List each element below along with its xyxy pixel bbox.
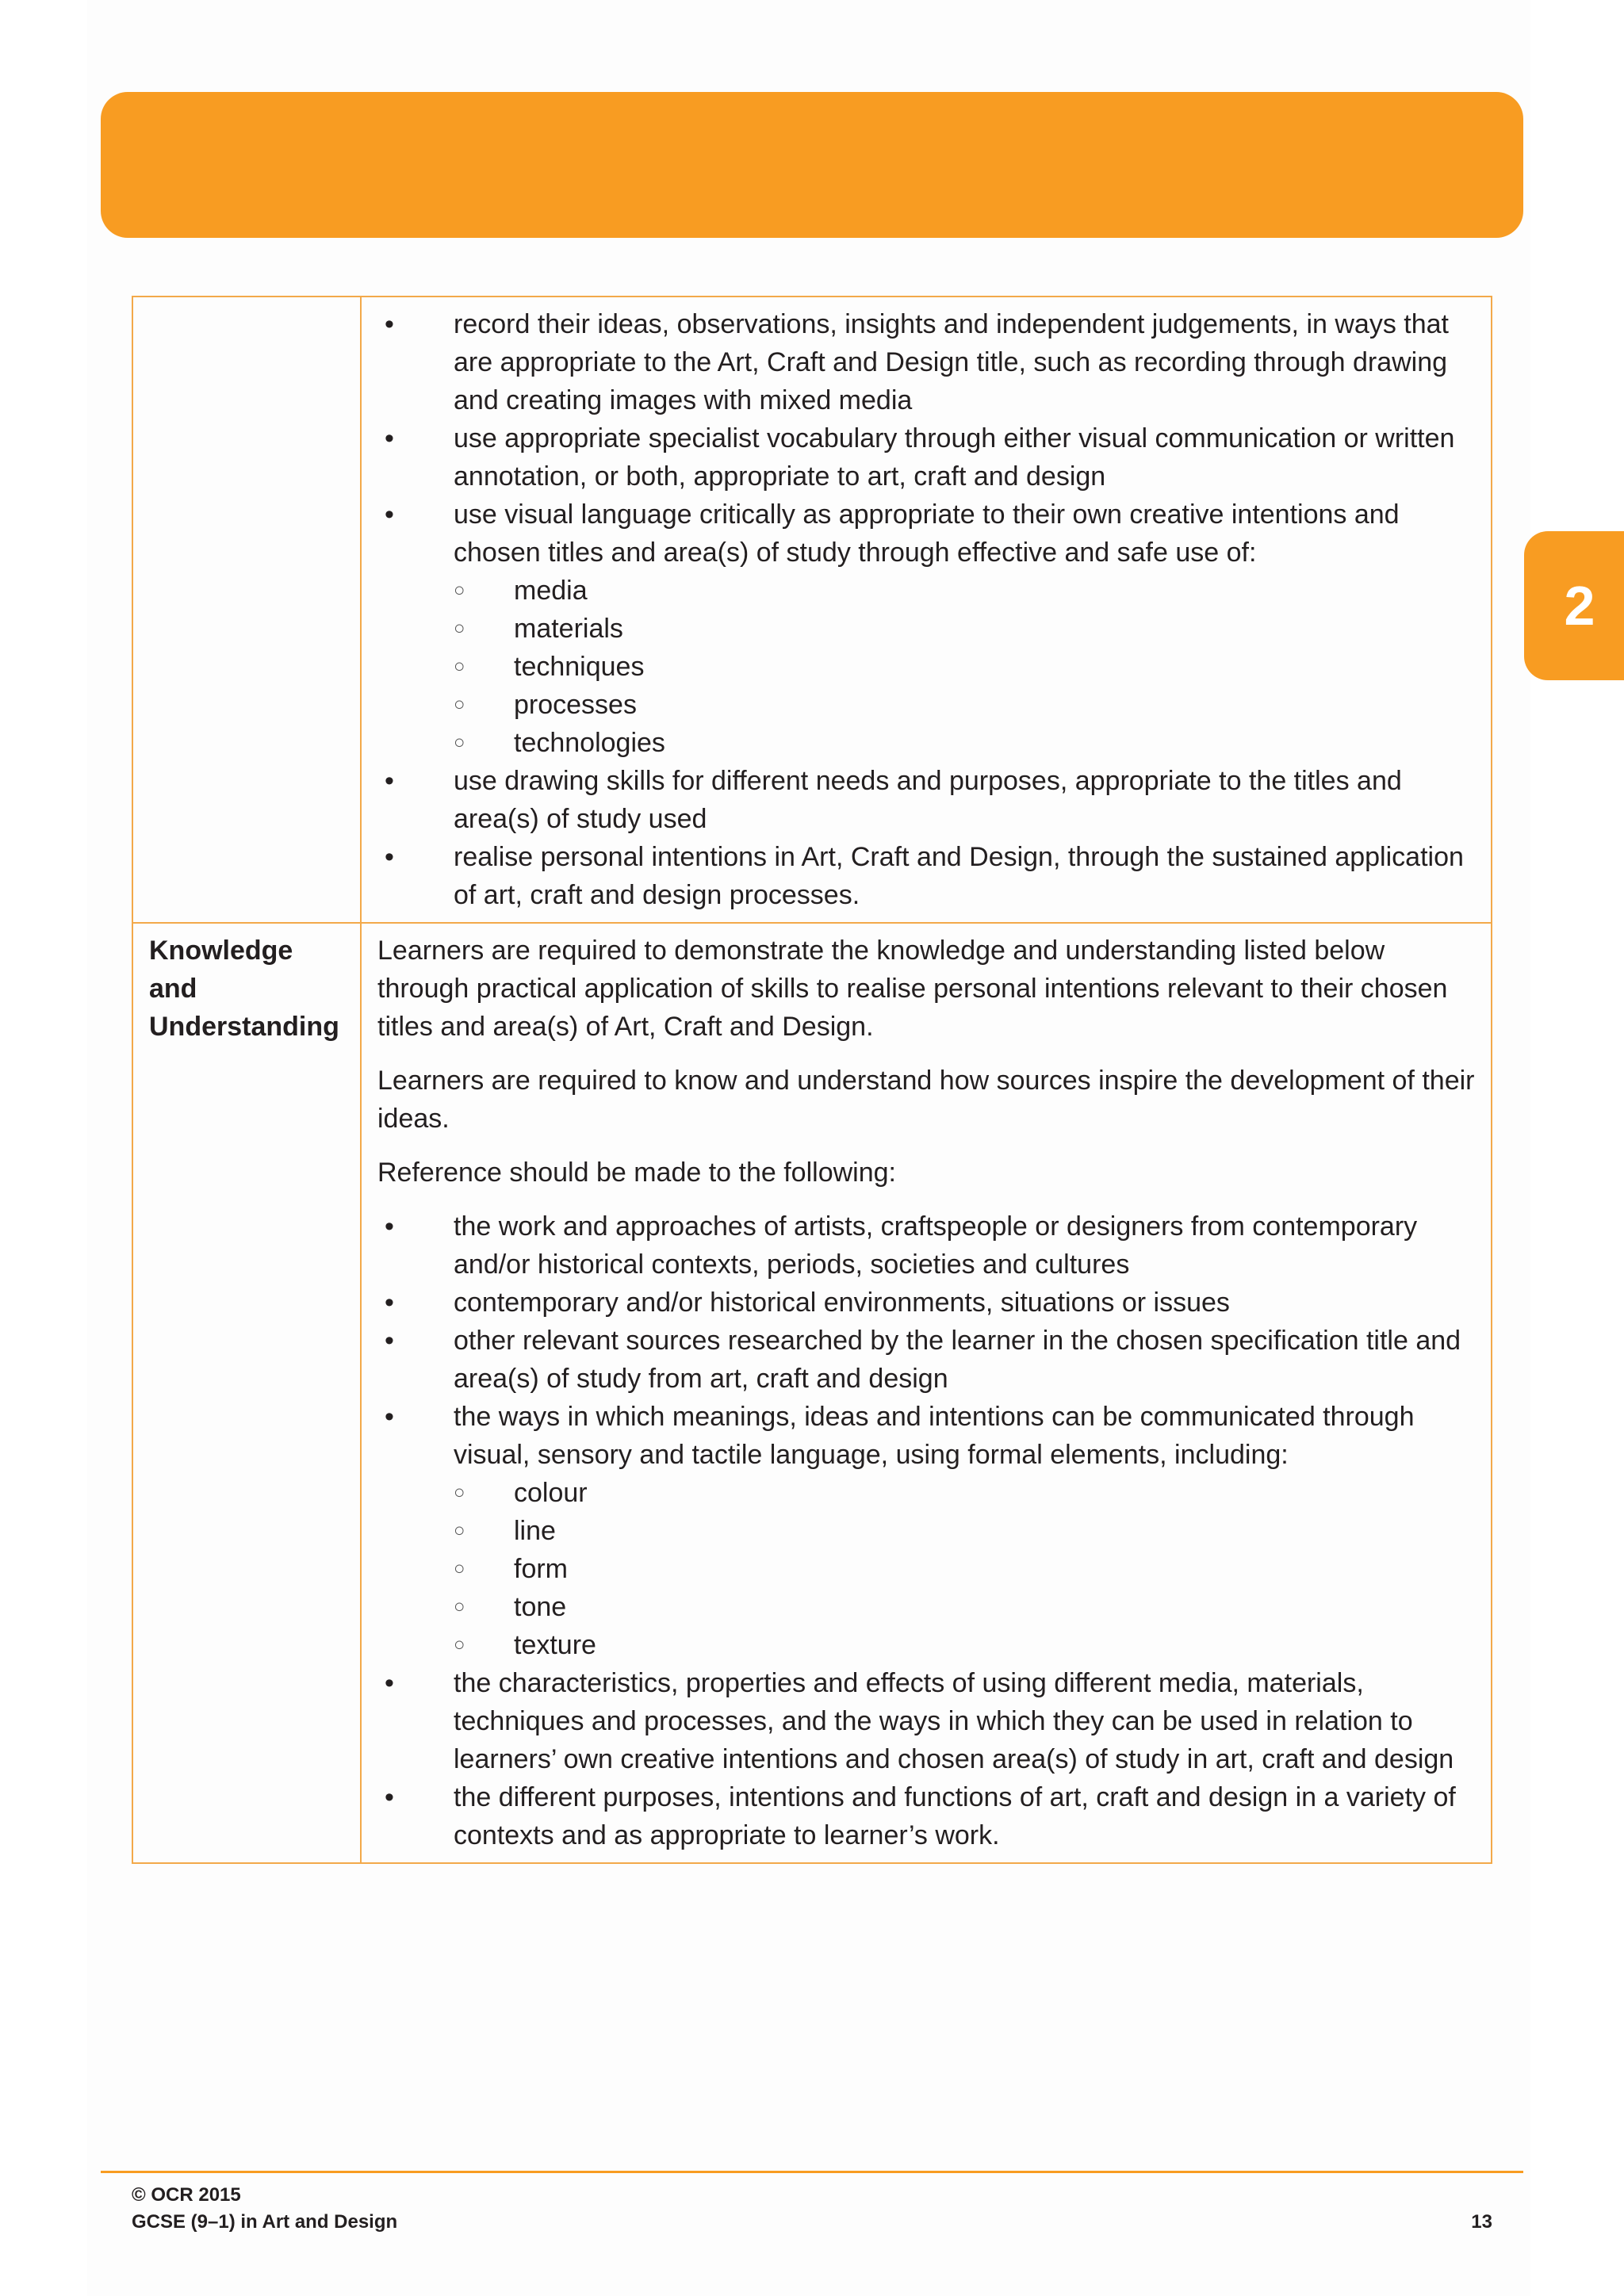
section-tab: 2 bbox=[1524, 531, 1624, 680]
bullet-item: • use appropriate specialist vocabulary through either visual communication or written annotation, or both, appropriate to art, craft and design bbox=[377, 419, 1477, 496]
sub-item: ○ techniques bbox=[454, 648, 1477, 686]
row-label-cell bbox=[132, 923, 361, 1863]
footer-copyright: © OCR 2015 bbox=[132, 2184, 241, 2206]
footer-title: GCSE (9–1) in Art and Design bbox=[132, 2211, 398, 2233]
specification-table bbox=[132, 296, 1492, 1864]
row-content-cell bbox=[361, 297, 1492, 923]
bullet-item: • the work and approaches of artists, craftspeople or designers from contemporary and/or historical contexts, periods, societies and cultures bbox=[377, 1207, 1477, 1284]
bullet-item: • the different purposes, intentions and functions of art, craft and design in a variety of contexts and as appropriate to learner’s work. bbox=[377, 1778, 1477, 1854]
bullet-item: • other relevant sources researched by the learner in the chosen specification title and area(s) of study from art, craft and design bbox=[377, 1322, 1477, 1398]
table-row bbox=[132, 923, 1492, 1863]
bullet-item: • the characteristics, properties and effects of using different media, materials, techniques and processes, and the ways in which they can be used in relation to learners’ own creative intentions and chosen area(s) of study in art, craft and design bbox=[377, 1664, 1477, 1778]
sub-item: ○ tone bbox=[454, 1588, 1477, 1626]
sub-item: ○ technologies bbox=[454, 724, 1477, 762]
bullet-item: • contemporary and/or historical environments, situations or issues bbox=[377, 1284, 1477, 1322]
sub-item: ○ texture bbox=[454, 1626, 1477, 1664]
sub-item: ○ media bbox=[454, 572, 1477, 610]
footer-divider bbox=[101, 2171, 1523, 2173]
paragraph: Reference should be made to the following: bbox=[377, 1158, 896, 1188]
footer-info bbox=[132, 2182, 397, 2236]
row-label: Knowledge and bbox=[149, 936, 293, 1004]
bullet-item: • use drawing skills for different needs and purposes, appropriate to the titles and area(s) of study used bbox=[377, 762, 1477, 838]
header-band bbox=[101, 92, 1523, 238]
bullet-list bbox=[377, 305, 1477, 914]
paragraph: Learners are required to know and understand how sources inspire the development of their ideas. bbox=[377, 1066, 1475, 1134]
sub-item: ○ colour bbox=[454, 1474, 1477, 1512]
sub-list bbox=[454, 1474, 1477, 1664]
bullet-item: • the ways in which meanings, ideas and intentions can be communicated through visual, sensory and tactile language, using formal elements, including: ○ colour ○ line ○ form ○ tone ○ texture bbox=[377, 1398, 1477, 1664]
sub-list bbox=[454, 572, 1477, 762]
bullet-list bbox=[377, 1207, 1477, 1854]
bullet-item: • realise personal intentions in Art, Craft and Design, through the sustained application of art, craft and design processes. bbox=[377, 838, 1477, 914]
table-row bbox=[132, 297, 1492, 923]
paragraph: Learners are required to demonstrate the knowledge and understanding listed below through practical application of skills to realise personal intentions relevant to their chosen titles and area(s) of Art, Craft and Design. bbox=[377, 936, 1448, 1042]
bullet-item: • record their ideas, observations, insights and independent judgements, in ways that are appropriate to the Art, Craft and Design title, such as recording through drawing and creating images with mixed media bbox=[377, 305, 1477, 419]
sub-item: ○ materials bbox=[454, 610, 1477, 648]
row-label: Understanding bbox=[149, 1012, 339, 1042]
row-label-cell bbox=[132, 297, 361, 923]
sub-item: ○ line bbox=[454, 1512, 1477, 1550]
row-content-cell bbox=[361, 923, 1492, 1863]
page-number: 13 bbox=[1471, 2211, 1492, 2233]
sub-item: ○ processes bbox=[454, 686, 1477, 724]
sub-item: ○ form bbox=[454, 1550, 1477, 1588]
bullet-item: • use visual language critically as appropriate to their own creative intentions and chosen titles and area(s) of study through effective and safe use of: ○ media ○ materials ○ techniques ○ processes ○ technologies bbox=[377, 496, 1477, 762]
